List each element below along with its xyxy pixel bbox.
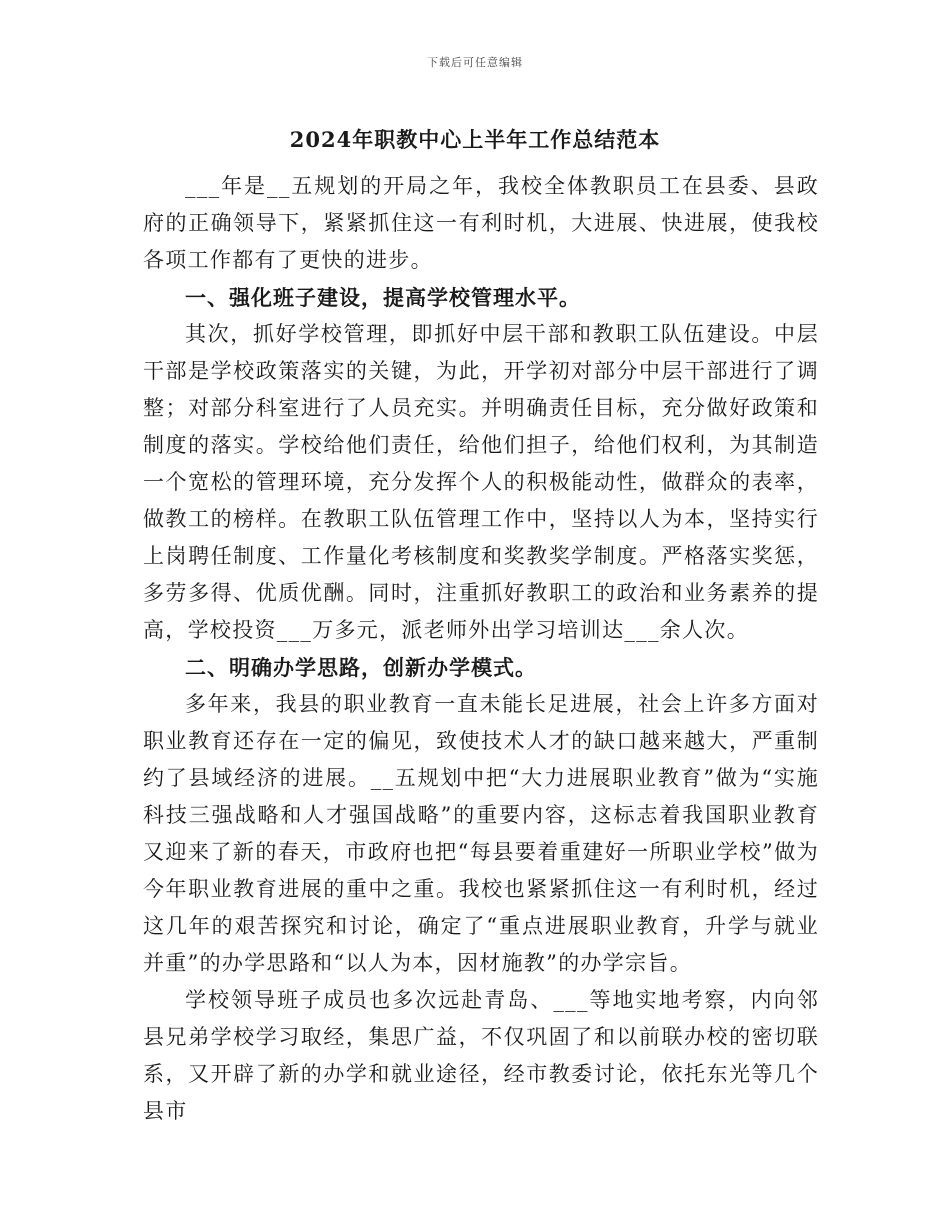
header-note: 下载后可任意编辑: [427, 56, 523, 69]
paragraph-section-1: 其次，抓好学校管理，即抓好中层干部和教职工队伍建设。中层干部是学校政策落实的关键，为此，开学初对部分中层干部进行了调整；对部分科室进行了人员充实。并明确责任目标，充分做好政策和制度的落实。学校给他们责任，给他们担子，给他们权利，为其制造一个宽松的管理环境，充分发挥个人的积极能动性，做群众的表率，做教工的榜样。在教职工队伍管理工作中，坚持以人为本，坚持实行上岗聘任制度、工作量化考核制度和奖教奖学制度。严格落实奖惩，多劳多得、优质优酬。同时，注重抓好教职工的政治和业务素养的提高，学校投资___万多元，派老师外出学习培训达___余人次。: [143, 322, 819, 642]
section-heading-1: 一、强化班子建设，提高学校管理水平。: [185, 285, 581, 310]
paragraph-intro: ___年是__五规划的开局之年，我校全体教职员工在县委、县政府的正确领导下，紧紧抓住这一有利时机，大进展、快进展，使我校各项工作都有了更快的进步。: [143, 174, 819, 272]
paragraph-section-2-continued: 学校领导班子成员也多次远赴青岛、___等地实地考察，内向邻县兄弟学校学习取经，集思广益，不仅巩固了和以前联办校的密切联系，又开辟了新的办学和就业途径，经市教委讨论，依托东光等几个县市: [143, 988, 819, 1123]
document-body: [143, 168, 819, 1130]
paragraph-section-2: 多年来，我县的职业教育一直未能长足进展，社会上许多方面对职业教育还存在一定的偏见，致使技术人才的缺口越来越大，严重制约了县域经济的进展。__五规划中把“大力进展职业教育”做为“实施科技三强战略和人才强国战略”的重要内容，这标志着我国职业教育又迎来了新的春天，市政府也把“每县要着重建好一所职业学校”做为今年职业教育进展的重中之重。我校也紧紧抓住这一有利时机，经过这几年的艰苦探究和讨论，确定了“重点进展职业教育，升学与就业并重”的办学思路和“以人为本，因材施教”的办学宗旨。: [143, 692, 819, 975]
section-heading-2: 二、明确办学思路，创新办学模式。: [185, 655, 537, 680]
document-title: 2024年职教中心上半年工作总结范本: [289, 127, 661, 152]
